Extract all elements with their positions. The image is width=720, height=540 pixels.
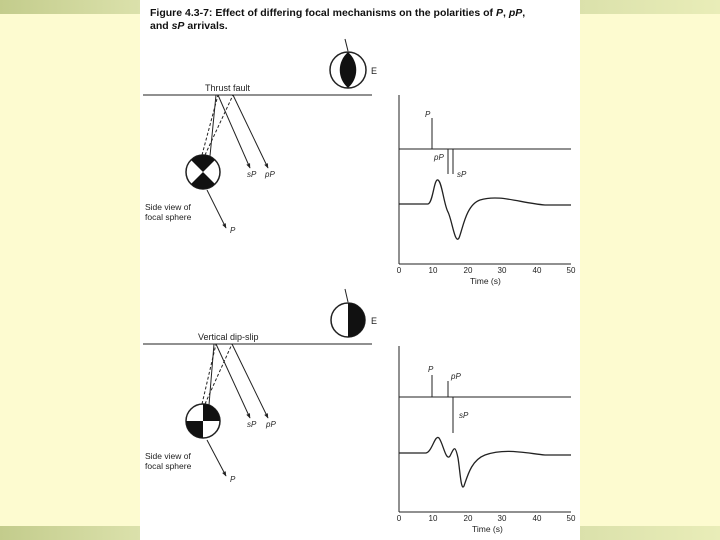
phase-label-pp: pP: [451, 372, 461, 381]
north-arrow: [345, 39, 348, 51]
panel-thrust: [143, 39, 576, 286]
figure-title-p: P: [495, 7, 503, 19]
side-sphere-dipslip: [186, 404, 220, 438]
figure-title-sep: ,: [503, 7, 506, 19]
sphere-caption-line2: focal sphere: [145, 461, 192, 471]
figure-title-prefix: Figure 4.3-7: Effect of differing focal mechanisms on the polarities of: [150, 7, 494, 19]
time-tick: 40: [532, 514, 542, 523]
figure-title-sep: ,: [522, 7, 526, 19]
time-tick: 50: [566, 514, 576, 523]
time-tick-labels: [397, 266, 576, 275]
ray-sp: [233, 95, 268, 168]
sphere-caption-line1: Side view of: [145, 202, 191, 212]
phase-label-sp: sP: [459, 411, 469, 420]
ray-label-pp: pP: [266, 420, 276, 429]
phase-label-sp: sP: [457, 170, 467, 179]
time-axis-label: Time (s): [472, 524, 503, 534]
side-sphere-thrust: [186, 155, 220, 189]
ray-up-solid: [209, 344, 214, 405]
panel-vertical-dip-slip: [143, 289, 576, 534]
time-tick: 30: [497, 266, 507, 275]
ray-sp: [232, 344, 268, 418]
ray-pp: [216, 344, 250, 418]
time-tick: 20: [463, 266, 473, 275]
time-tick: 0: [396, 514, 402, 523]
figure-title-sp: sP: [171, 20, 185, 32]
time-tick: 40: [532, 266, 542, 275]
waveform: [399, 437, 571, 487]
ray-pp: [218, 95, 250, 168]
beachball-east-label: E: [371, 66, 378, 76]
time-tick: 50: [566, 266, 576, 275]
figure-title-and: and: [150, 20, 169, 32]
sphere-caption-line2: focal sphere: [145, 212, 192, 222]
fault-label: Vertical dip-slip: [198, 332, 259, 342]
seismogram-dipslip: [397, 346, 576, 534]
ray-label-p: P: [230, 226, 236, 235]
time-tick: 30: [497, 514, 507, 523]
phase-label-p: P: [428, 365, 434, 374]
ray-up-dashed: [202, 344, 216, 404]
map-beachball-thrust: [330, 39, 377, 88]
ray-label-pp: pP: [265, 170, 275, 179]
phase-label-pp: pP: [434, 153, 444, 162]
figure-title-suffix: arrivals.: [187, 20, 228, 32]
phase-label-p: P: [425, 110, 431, 119]
ray-up-dashed: [205, 95, 233, 155]
beachball-east-label: E: [371, 316, 378, 326]
ray-up-solid: [210, 95, 216, 156]
ray-label-sp: sP: [247, 420, 257, 429]
time-tick: 10: [428, 514, 438, 523]
figure-title-pp: pP: [508, 7, 523, 19]
time-tick: 0: [396, 266, 402, 275]
north-arrow: [345, 289, 348, 302]
seismogram-thrust: [397, 95, 576, 286]
ray-label-sp: sP: [247, 170, 257, 179]
time-tick: 10: [428, 266, 438, 275]
fault-label: Thrust fault: [205, 83, 251, 93]
time-tick-labels: [397, 514, 576, 523]
map-beachball-dipslip: [331, 289, 377, 337]
ray-p: [207, 190, 226, 228]
sphere-caption-line1: Side view of: [145, 451, 191, 461]
time-axis-label: Time (s): [470, 276, 501, 286]
waveform: [399, 180, 571, 239]
time-tick: 20: [463, 514, 473, 523]
ray-p: [207, 440, 226, 476]
ray-label-p: P: [230, 475, 236, 484]
